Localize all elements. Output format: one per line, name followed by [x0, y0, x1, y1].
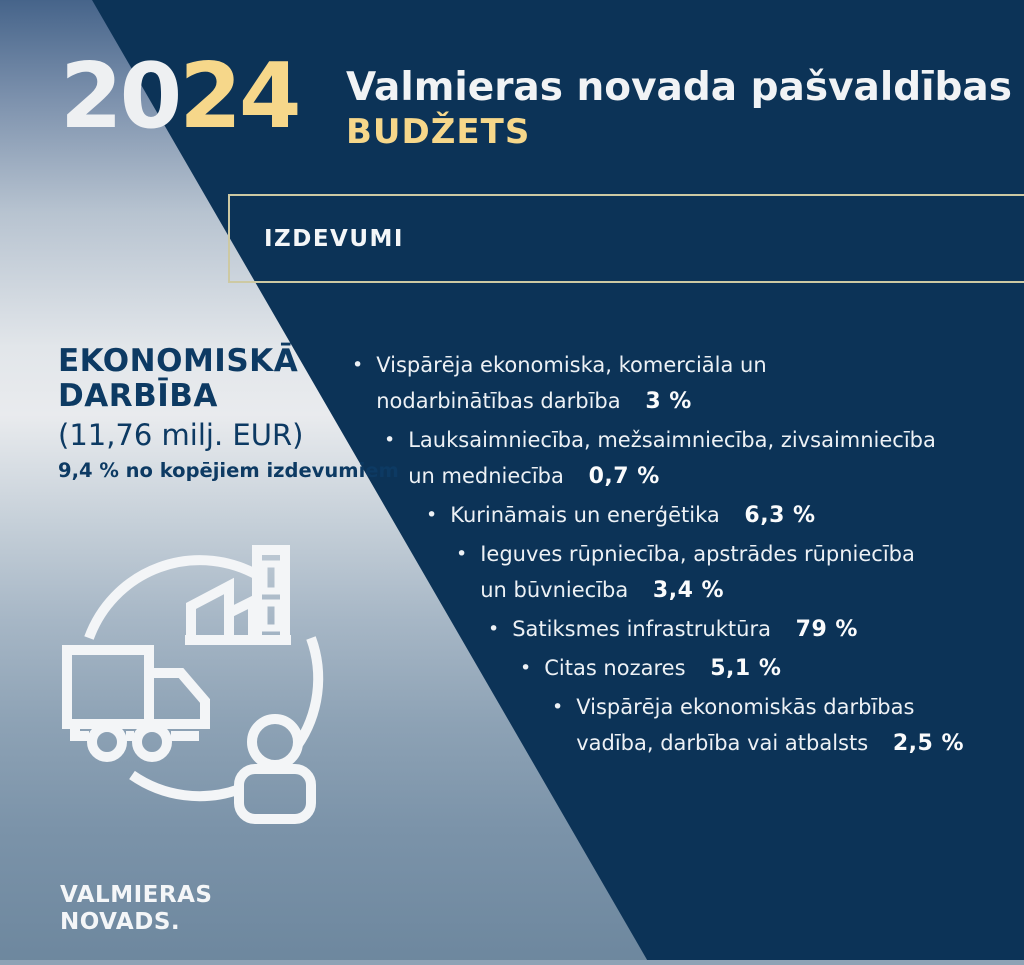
economy-cycle-icon — [55, 523, 345, 843]
item-label: un būvniecība — [480, 578, 629, 602]
list-item — [456, 536, 1017, 609]
bullet-icon: • — [384, 429, 396, 451]
year-heading — [60, 44, 299, 149]
bottom-edge-strip — [0, 960, 1024, 965]
section-banner-label: IZDEVUMI — [264, 225, 404, 252]
bullet-icon: • — [456, 543, 468, 565]
bullet-icon: • — [426, 504, 438, 526]
category-share: 9,4 % no kopējiem izdevumiem — [58, 459, 399, 483]
title-line1: Valmieras novada pašvaldības — [346, 65, 1012, 110]
item-label: Kurināmais un enerģētika — [450, 503, 720, 527]
item-value: 6,3 % — [744, 503, 816, 528]
item-label: nodarbinātības darbība — [376, 389, 621, 413]
item-label: Vispārēja ekonomiskās darbības — [576, 695, 915, 719]
section-banner — [228, 194, 1024, 283]
item-label: Vispārēja ekonomiska, komerciāla un — [376, 353, 767, 377]
item-label: Satiksmes infrastruktūra — [512, 617, 771, 641]
category-title-line1: EKONOMISKĀ — [58, 343, 299, 379]
bullet-icon: • — [488, 618, 500, 640]
item-label: Lauksaimniecība, mežsaimniecība, zivsaimniecība — [408, 428, 936, 452]
item-value: 5,1 % — [710, 656, 782, 681]
list-item — [426, 497, 1017, 534]
list-item — [384, 422, 1017, 495]
item-label: vadība, darbība vai atbalsts — [576, 731, 869, 755]
logo-line1: VALMIERAS — [60, 882, 213, 908]
item-label: un medniecība — [408, 464, 564, 488]
category-amount: (11,76 milj. EUR) — [58, 418, 304, 453]
bullet-icon: • — [552, 696, 564, 718]
list-item — [520, 650, 1017, 687]
year-white-part: 20 — [60, 44, 180, 149]
category-title-line2: DARBĪBA — [58, 377, 218, 414]
expense-list — [352, 347, 1017, 764]
list-item — [552, 689, 1017, 762]
item-value: 3,4 % — [652, 578, 725, 603]
category-block — [58, 344, 399, 482]
list-item — [488, 611, 1017, 648]
truck-icon — [67, 650, 205, 757]
item-label: Citas nozares — [544, 656, 686, 680]
item-value: 0,7 % — [588, 464, 660, 489]
logo-line2: NOVADS. — [60, 909, 181, 936]
category-title — [58, 344, 399, 413]
item-value: 3 % — [645, 389, 692, 414]
main-title — [346, 65, 1012, 152]
title-line2: BUDŽETS — [346, 111, 531, 152]
bullet-icon: • — [520, 657, 532, 679]
year-gold-part: 24 — [179, 44, 299, 149]
person-icon — [239, 719, 311, 819]
item-value: 79 % — [795, 617, 858, 642]
list-item — [352, 347, 1017, 420]
municipality-logo — [60, 882, 212, 936]
item-label: Ieguves rūpniecība, apstrādes rūpniecība — [480, 542, 915, 566]
bullet-icon: • — [352, 354, 364, 376]
item-value: 2,5 % — [892, 731, 965, 756]
